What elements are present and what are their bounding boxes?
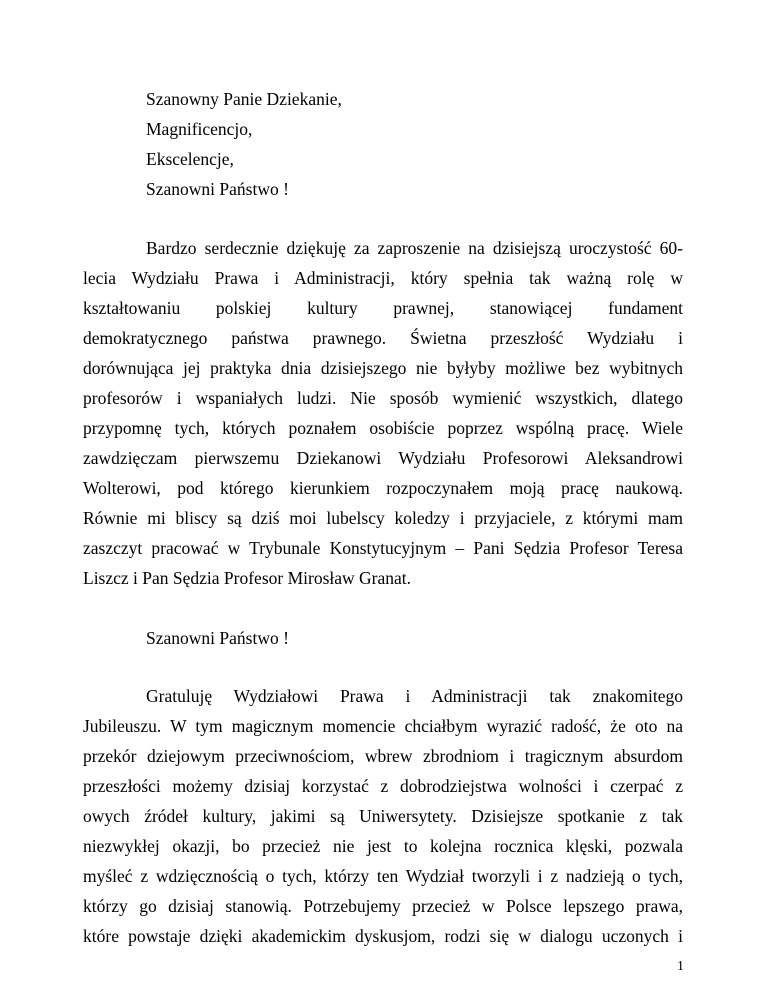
paragraph-line: które powstaje dzięki akademickim dyskusjom, rodzi się w dialogu uczonych i [83, 926, 683, 946]
salutation-line: Szanowni Państwo ! [146, 179, 289, 199]
paragraph-line: zawdzięczam pierwszemu Dziekanowi Wydziału Profesorowi Aleksandrowi [83, 448, 683, 468]
paragraph-line: profesorów i wspaniałych ludzi. Nie sposób wymienić wszystkich, dlatego [83, 388, 683, 408]
paragraph-line: myśleć z wdzięcznością o tych, którzy ten Wydział tworzyli i z nadzieją o tych, [83, 866, 683, 886]
paragraph-line: owych źródeł kultury, jakimi są Uniwersytety. Dzisiejsze spotkanie z tak [83, 806, 683, 826]
salutation-line: Magnificencjo, [146, 119, 253, 139]
salutation-line: Szanowny Panie Dziekanie, [146, 89, 342, 109]
paragraph-line: kształtowaniu polskiej kultury prawnej, stanowiącej fundament [83, 298, 683, 318]
paragraph-line: Bardzo serdecznie dziękuję za zaproszenie na dzisiejszą uroczystość 60- [146, 238, 683, 258]
paragraph-line: Jubileuszu. W tym magicznym momencie chciałbym wyrazić radość, że oto na [83, 716, 683, 736]
paragraph-line: dorównująca jej praktyka dnia dzisiejszego nie byłyby możliwe bez wybitnych [83, 358, 683, 378]
paragraph-line: Równie mi bliscy są dziś moi lubelscy koledzy i przyjaciele, z którymi mam [83, 508, 683, 528]
paragraph-line: lecia Wydziału Prawa i Administracji, który spełnia tak ważną rolę w [83, 268, 683, 288]
salutation-line: Szanowni Państwo ! [146, 628, 289, 648]
page-number: 1 [677, 959, 684, 974]
paragraph-line: Liszcz i Pan Sędzia Profesor Mirosław Granat. [83, 568, 412, 588]
paragraph-line: którzy go dzisiaj stanowią. Potrzebujemy przecież w Polsce lepszego prawa, [83, 896, 683, 916]
paragraph-line: przeszłości możemy dzisiaj korzystać z dobrodziejstwa wolności i czerpać z [83, 776, 683, 796]
paragraph-line: przekór dziejowym przeciwnościom, wbrew zbrodniom i tragicznym absurdom [83, 746, 683, 766]
paragraph-line: Gratuluję Wydziałowi Prawa i Administracji tak znakomitego [146, 686, 683, 706]
paragraph-line: Wolterowi, pod którego kierunkiem rozpoczynałem moją pracę naukową. [83, 478, 683, 498]
paragraph-line: przypomnę tych, których poznałem osobiście poprzez wspólną pracę. Wiele [83, 418, 683, 438]
salutation-line: Ekscelencje, [146, 149, 234, 169]
paragraph-line: demokratycznego państwa prawnego. Świetna przeszłość Wydziału i [83, 328, 683, 348]
paragraph-line: niezwykłej okazji, bo przecież nie jest to kolejna rocznica klęski, pozwala [83, 836, 683, 856]
paragraph-line: zaszczyt pracować w Trybunale Konstytucyjnym – Pani Sędzia Profesor Teresa [83, 538, 683, 558]
